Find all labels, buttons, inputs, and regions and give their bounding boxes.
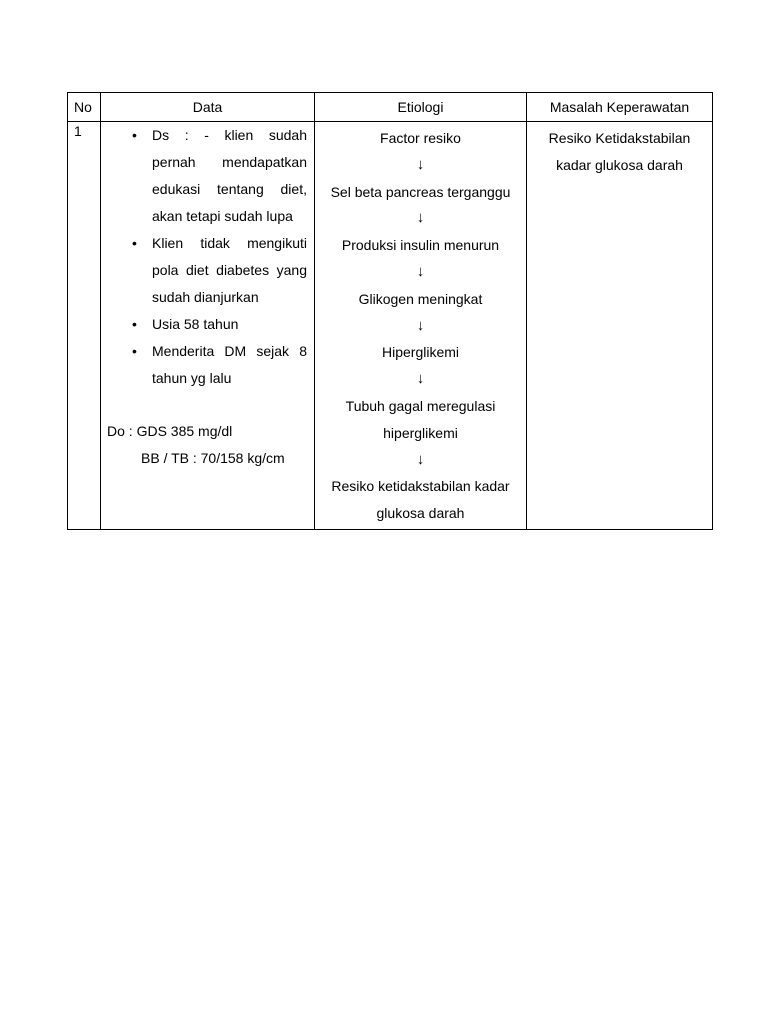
etiology-step: Tubuh gagal meregulasi hiperglikemi bbox=[345, 397, 496, 441]
etiology-step: Produksi insulin menurun bbox=[341, 237, 500, 254]
list-item: • Usia 58 tahun bbox=[107, 311, 307, 338]
table-row bbox=[68, 122, 713, 530]
etiology-step: Hiperglikemi bbox=[381, 344, 460, 361]
down-arrow-icon: ↓ bbox=[416, 316, 425, 334]
etiology-step: Sel beta pancreas terganggu bbox=[330, 183, 511, 200]
subjective-data-list bbox=[107, 122, 307, 392]
masalah-cell: Resiko Ketidakstabilan kadar glukosa darah bbox=[527, 122, 713, 530]
etiologi-cell bbox=[315, 122, 527, 530]
objective-gds: Do : GDS 385 mg/dl bbox=[107, 423, 233, 439]
down-arrow-icon: ↓ bbox=[416, 450, 425, 468]
down-arrow-icon: ↓ bbox=[416, 209, 425, 227]
row-number: 1 bbox=[68, 122, 101, 530]
objective-bb-tb: BB / TB : 70/158 kg/cm bbox=[141, 450, 285, 466]
header-data: Data bbox=[101, 93, 315, 122]
etiology-step: Glikogen meningkat bbox=[358, 290, 483, 307]
list-item: • Menderita DM sejak 8 tahun yg lalu bbox=[107, 338, 307, 392]
nursing-care-table bbox=[67, 92, 713, 530]
etiology-step: Factor resiko bbox=[380, 130, 461, 146]
down-arrow-icon: ↓ bbox=[416, 262, 425, 280]
data-cell bbox=[101, 122, 315, 530]
list-item: • Klien tidak mengikuti pola diet diabetes yang sudah dianjurkan bbox=[107, 230, 307, 311]
table-header-row bbox=[68, 93, 713, 122]
etiology-step: Resiko ketidakstabilan kadar glukosa darah bbox=[331, 478, 510, 522]
objective-data bbox=[107, 418, 307, 472]
list-item: • Ds : - klien sudah pernah mendapatkan edukasi tentang diet, akan tetapi sudah lupa bbox=[107, 122, 307, 230]
header-no: No bbox=[68, 93, 101, 122]
header-etiologi: Etiologi bbox=[315, 93, 527, 122]
down-arrow-icon: ↓ bbox=[416, 370, 425, 388]
down-arrow-icon: ↓ bbox=[416, 155, 425, 173]
header-masalah-keperawatan: Masalah Keperawatan bbox=[527, 93, 713, 122]
